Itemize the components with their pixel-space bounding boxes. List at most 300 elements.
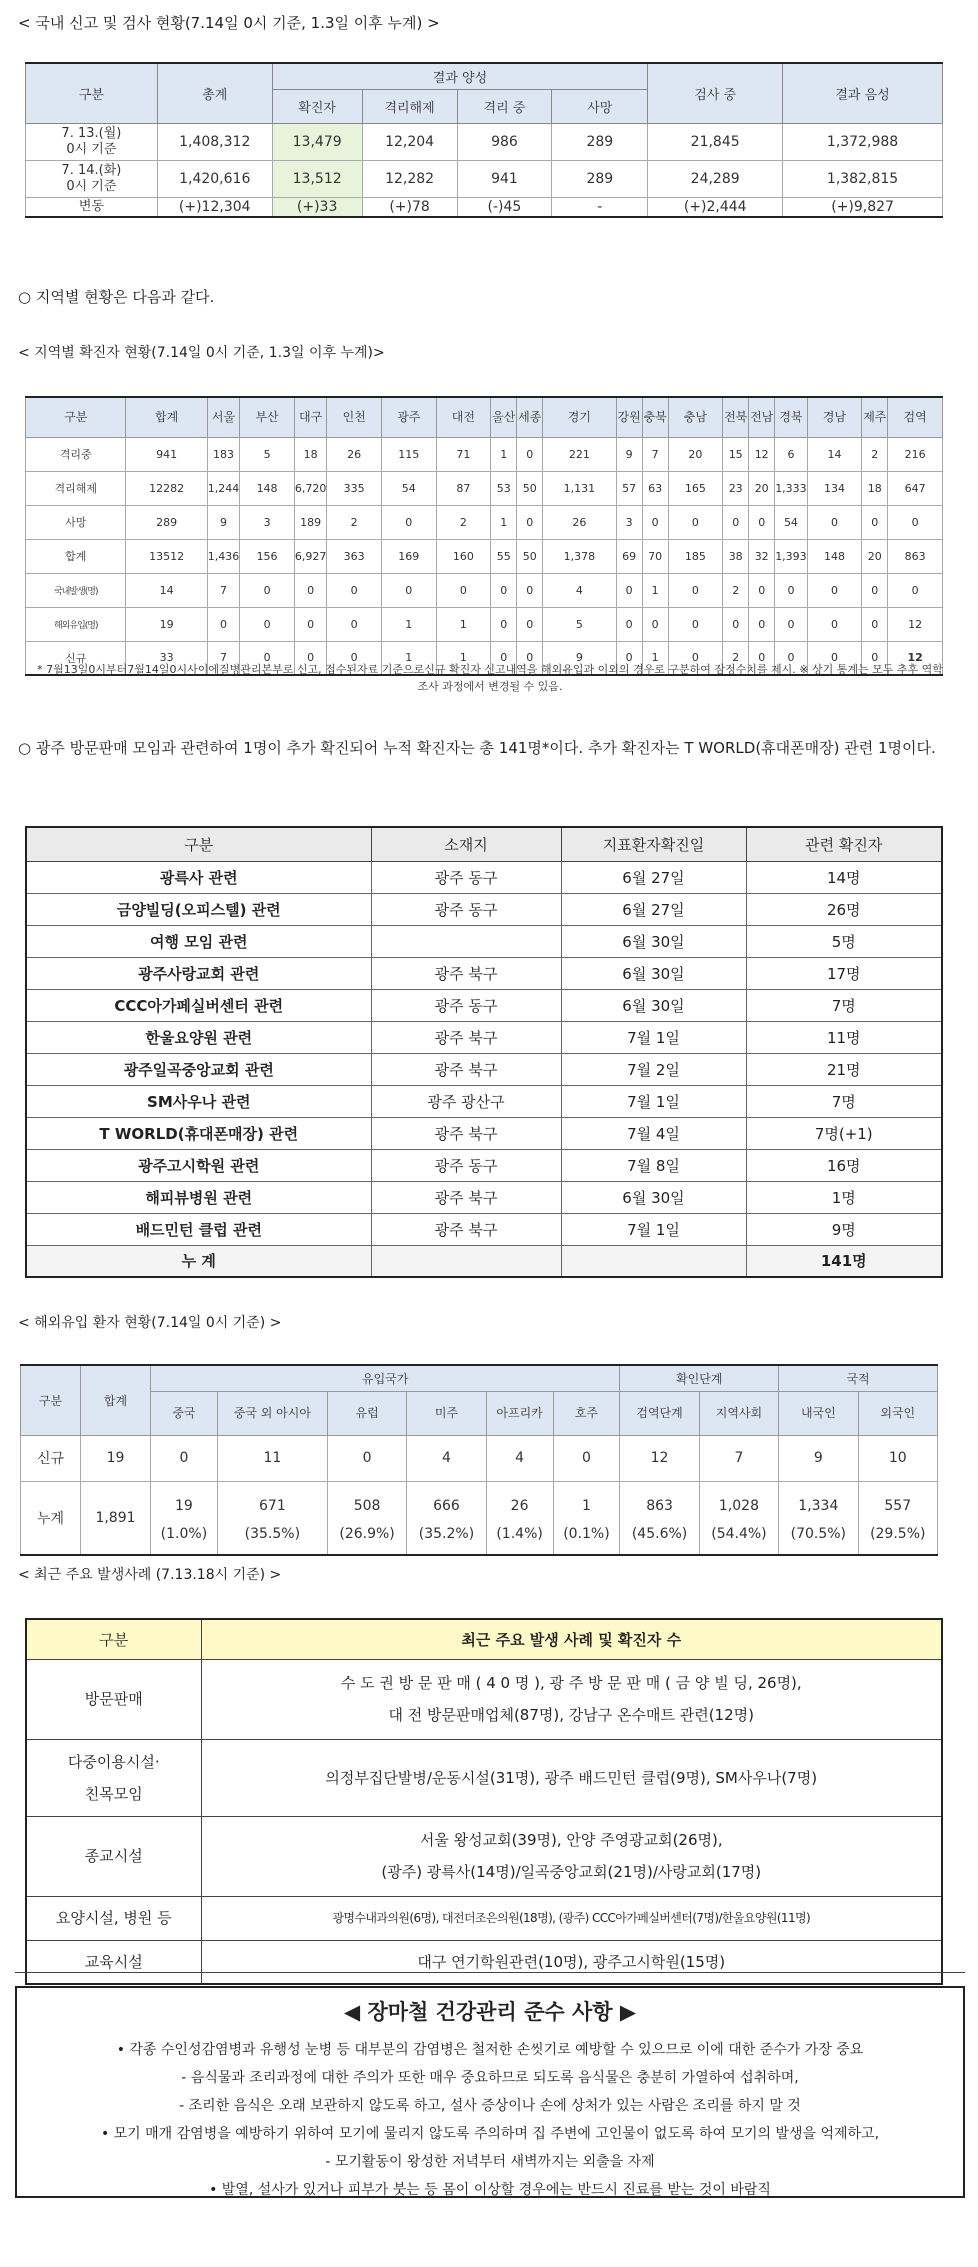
table-cell: 71: [436, 437, 491, 471]
cum-cell: [407, 1481, 486, 1555]
location: 광주 광산구: [371, 1085, 561, 1117]
region-header: 대구: [294, 397, 327, 437]
index-date: 7월 8일: [561, 1149, 746, 1181]
index-date: 7월 1일: [561, 1085, 746, 1117]
region-header: 경남: [807, 397, 862, 437]
table-cell: 148: [807, 539, 862, 573]
cum-value: 666: [433, 1497, 460, 1514]
cell-deaths: -: [552, 197, 648, 217]
table-row: [26, 1816, 942, 1896]
case-detail: [201, 1659, 942, 1739]
subheader: 지역사회: [699, 1391, 778, 1435]
new-value: 11: [217, 1435, 327, 1481]
header-total: 합계: [81, 1365, 151, 1435]
related-cases: 5명: [746, 925, 942, 957]
row-label-time: 0시 기준: [66, 141, 117, 157]
index-date: 6월 30일: [561, 957, 746, 989]
table-cell: 3: [240, 505, 295, 539]
table-cell: 26: [327, 437, 382, 471]
notice-line: • 모기 매개 감염병을 예방하기 위하여 모기에 물리지 않도록 주의하며 집 주변에 고인물이 없도록 하여 모기의 발생을 억제하고,: [100, 2126, 880, 2142]
health-notice-box: [15, 1986, 965, 2198]
index-date: 7월 1일: [561, 1021, 746, 1053]
table-cell: 7: [207, 573, 240, 607]
table-cell: 0: [642, 607, 668, 641]
header-nationality: 국적: [779, 1365, 938, 1391]
index-date: 7월 1일: [561, 1213, 746, 1245]
table-cell: 289: [126, 505, 207, 539]
table-row: [26, 1149, 942, 1181]
case-category: 교육시설: [26, 1940, 201, 1984]
table-cell: 0: [749, 505, 775, 539]
table-cell: 0: [517, 437, 543, 471]
table-cell: 57: [616, 471, 642, 505]
table-cell: 1: [642, 573, 668, 607]
table-cell: 33: [126, 641, 207, 675]
table-cell: 1,333: [775, 471, 808, 505]
table-cell: 14: [807, 437, 862, 471]
new-value: 7: [699, 1435, 778, 1481]
table-cell: 38: [723, 539, 749, 573]
table-cell: 0: [381, 505, 436, 539]
cum-value: 1: [581, 1497, 591, 1514]
table-cell: 0: [749, 641, 775, 675]
cluster-name: 광륵사 관련: [26, 861, 371, 893]
header-category: 구분: [26, 1619, 201, 1659]
new-value: 10: [858, 1435, 937, 1481]
table-cell: 9: [616, 437, 642, 471]
table-cell: 0: [294, 607, 327, 641]
case-category-line: 친목모임: [84, 1784, 143, 1803]
table-cell: 12: [888, 607, 943, 641]
header-isolating: 격리 중: [457, 89, 552, 123]
cell-isolating: 941: [457, 160, 552, 197]
cum-cell: [858, 1481, 937, 1555]
table-row: [26, 471, 943, 505]
table-cell: 0: [207, 607, 240, 641]
table-row: [26, 1940, 942, 1984]
sum-label: 누 계: [26, 1245, 371, 1277]
cum-cell: [553, 1481, 620, 1555]
table-cell: 5: [240, 437, 295, 471]
table-row: [26, 1739, 942, 1816]
notice-line: - 모기활동이 왕성한 저녁부터 새벽까지는 외출을 자제: [325, 2154, 655, 2170]
cum-value: 671: [259, 1497, 286, 1514]
table-cell: 1,244: [207, 471, 240, 505]
cum-value: 508: [353, 1497, 381, 1514]
cell-total: 1,420,616: [157, 160, 272, 197]
table-cell: 221: [543, 437, 616, 471]
table-row: [26, 925, 942, 957]
related-cases: 9명: [746, 1213, 942, 1245]
table-cell: 4: [543, 573, 616, 607]
table-cell: 1: [381, 641, 436, 675]
table-cell: 0: [668, 607, 723, 641]
table-cell: 1: [491, 505, 517, 539]
table-cell: 2: [723, 641, 749, 675]
cell-total: 1,408,312: [157, 123, 272, 160]
table-cell: 0: [517, 607, 543, 641]
table-cell: 0: [381, 573, 436, 607]
table-cell: 0: [642, 505, 668, 539]
index-date: 6월 27일: [561, 893, 746, 925]
cell-confirmed: 13,512: [272, 160, 362, 197]
table-cell: 1,393: [775, 539, 808, 573]
cell-negative: 1,382,815: [783, 160, 943, 197]
cum-percent: (35.2%): [418, 1525, 475, 1542]
header-stage: 확인단계: [620, 1365, 779, 1391]
cell-released: 12,204: [362, 123, 457, 160]
cum-value: 1,028: [718, 1497, 759, 1514]
header-negative: 결과 음성: [783, 63, 943, 123]
table-cell: 69: [616, 539, 642, 573]
table-row: [26, 957, 942, 989]
header-testing: 검사 중: [648, 63, 783, 123]
header-positive: 결과 양성: [272, 63, 648, 89]
region-header: 울산: [491, 397, 517, 437]
new-value: 0: [151, 1435, 218, 1481]
location: [371, 925, 561, 957]
cluster-name: T WORLD(휴대폰매장) 관련: [26, 1117, 371, 1149]
overseas-table: [20, 1364, 938, 1556]
table-cell: 19: [126, 607, 207, 641]
case-category-line: 다중이용시설·: [67, 1752, 160, 1771]
table-cell: 0: [517, 573, 543, 607]
index-date: 6월 27일: [561, 861, 746, 893]
recent-cases-table: [25, 1618, 943, 1985]
subheader: 중국 외 아시아: [217, 1391, 327, 1435]
subheader: 미주: [407, 1391, 486, 1435]
row-label: 국내발생(명): [26, 573, 126, 607]
subheader: 유럽: [327, 1391, 406, 1435]
region-header: 세종: [517, 397, 543, 437]
table-cell: 1: [381, 607, 436, 641]
table-cell: 647: [888, 471, 943, 505]
cell-deaths: 289: [552, 123, 648, 160]
new-value: 0: [553, 1435, 620, 1481]
region-header: 구분: [26, 397, 126, 437]
table-cell: 14: [126, 573, 207, 607]
section2-title: < 지역별 확진자 현황(7.14일 0시 기준, 1.3일 이후 누계)>: [18, 345, 385, 361]
cum-percent: (35.5%): [244, 1525, 301, 1542]
table-cell: 55: [491, 539, 517, 573]
table-cell: 0: [888, 505, 943, 539]
row-label: [26, 160, 158, 197]
row-label: 격리중: [26, 437, 126, 471]
cum-value: 557: [884, 1497, 912, 1514]
cluster-name: 광주사랑교회 관련: [26, 957, 371, 989]
table-cell: 0: [807, 641, 862, 675]
row-label: 변동: [26, 197, 158, 217]
table-cell: 0: [436, 573, 491, 607]
location: 광주 북구: [371, 1213, 561, 1245]
case-detail: [201, 1816, 942, 1896]
row-label-time: 0시 기준: [66, 178, 117, 194]
table-cell: 941: [126, 437, 207, 471]
gwangju-paragraph: ○ 광주 방문판매 모임과 관련하여 1명이 추가 확진되어 누적 확진자는 총 141명*이다. 추가 확진자는 T WORLD(휴대폰매장) 관련 1명이다.: [18, 739, 936, 757]
table-cell: 23: [723, 471, 749, 505]
table-cell: 18: [862, 471, 888, 505]
table-cell: 156: [240, 539, 295, 573]
table-cell: 26: [543, 505, 616, 539]
notice-line: • 발열, 설사가 있거나 피부가 붓는 등 몸이 이상할 경우에는 반드시 진료를 받는 것이 바람직: [209, 2182, 771, 2198]
table-cell: 0: [616, 607, 642, 641]
table-row: [26, 1053, 942, 1085]
related-cases: 11명: [746, 1021, 942, 1053]
table-row: [26, 539, 943, 573]
case-detail: 광명수내과의원(6명), 대전더조은의원(18명), (광주) CCC아가페실버센터(7명)/한울요양원(11명): [201, 1896, 942, 1940]
subheader: 호주: [553, 1391, 620, 1435]
header-related-cases: 관련 확진자: [746, 827, 942, 861]
related-cases: 21명: [746, 1053, 942, 1085]
cluster-name: 여행 모임 관련: [26, 925, 371, 957]
cum-percent: (0.1%): [563, 1525, 610, 1542]
region-header: 강원: [616, 397, 642, 437]
region-header: 경기: [543, 397, 616, 437]
table-cell: 0: [862, 505, 888, 539]
cluster-name: 배드민턴 클럽 관련: [26, 1213, 371, 1245]
row-label: [26, 123, 158, 160]
header-index-date: 지표환자확진일: [561, 827, 746, 861]
new-value: 12: [620, 1435, 699, 1481]
table-cell: 0: [749, 607, 775, 641]
location: 광주 동구: [371, 861, 561, 893]
case-line: 서울 왕성교회(39명), 안양 주영광교회(26명),: [419, 1831, 723, 1849]
region-header: 충남: [668, 397, 723, 437]
region-header: 부산: [240, 397, 295, 437]
header-confirmed: 확진자: [272, 89, 362, 123]
row-label: 사망: [26, 505, 126, 539]
table-cell: 0: [240, 607, 295, 641]
table-cell: 0: [807, 573, 862, 607]
subheader: 아프리카: [486, 1391, 553, 1435]
table-cell: 12282: [126, 471, 207, 505]
case-line: 수 도 권 방 문 판 매 ( 4 0 명 ), 광 주 방 문 판 매 ( 금 양 빌 딩, 26명),: [340, 1674, 802, 1692]
cell-negative: 1,372,988: [783, 123, 943, 160]
related-cases: 7명: [746, 989, 942, 1021]
cell-isolating: (-)45: [457, 197, 552, 217]
table-cell: 32: [749, 539, 775, 573]
table-cell: 54: [381, 471, 436, 505]
header-total: 총계: [157, 63, 272, 123]
case-category: 종교시설: [26, 1816, 201, 1896]
table-cell: 189: [294, 505, 327, 539]
gwangju-cluster-table: [25, 826, 943, 1278]
table-row: [26, 1085, 942, 1117]
region-header: 전남: [749, 397, 775, 437]
cum-total: 1,891: [81, 1481, 151, 1555]
notice-line: - 음식물과 조리과정에 대한 주의가 또한 매우 중요하므로 되도록 음식물은 충분히 가열하여 섭취하며,: [181, 2070, 799, 2086]
related-cases: 1명: [746, 1181, 942, 1213]
related-cases: 26명: [746, 893, 942, 925]
cluster-name: SM사우나 관련: [26, 1085, 371, 1117]
table-cell: 0: [862, 641, 888, 675]
table-cell: 13512: [126, 539, 207, 573]
row-label: 누계: [21, 1481, 81, 1555]
cum-value: 19: [175, 1497, 193, 1514]
new-value: 4: [486, 1435, 553, 1481]
table-cell: 0: [723, 607, 749, 641]
location: 광주 동구: [371, 893, 561, 925]
row-label: 격리해제: [26, 471, 126, 505]
table-cell: 0: [862, 607, 888, 641]
location: 광주 북구: [371, 1181, 561, 1213]
table-row: [26, 1213, 942, 1245]
cluster-name: 한울요양원 관련: [26, 1021, 371, 1053]
related-cases: 14명: [746, 861, 942, 893]
regional-note: * 7월13일0시부터7월14일0시사이에질병관리본부로 신고, 접수된자료 기준으로신규 확진자 신고내역을 해외유입과 이외의 경우로 구분하여 잠정수치를 제시. ※ 상기 통계는 모두 추후 역학조사 과정에서 변경될 수 있음.: [37, 663, 943, 693]
region-header: 합계: [126, 397, 207, 437]
table-cell: 53: [491, 471, 517, 505]
regional-intro: ○ 지역별 현황은 다음과 같다.: [18, 288, 215, 306]
table-row: [26, 1896, 942, 1940]
table-row: [26, 160, 943, 197]
section4-title: < 해외유입 환자 현황(7.14일 0시 기준) >: [18, 1315, 282, 1331]
region-header: 경북: [775, 397, 808, 437]
table-cell: 12: [888, 641, 943, 675]
table-cell: 0: [775, 641, 808, 675]
new-total: 19: [81, 1435, 151, 1481]
table-cell: 1: [436, 607, 491, 641]
row-label-date: 7. 14.(화): [61, 162, 122, 178]
location: 광주 동구: [371, 989, 561, 1021]
subheader: 중국: [151, 1391, 218, 1435]
table-cell: 863: [888, 539, 943, 573]
sum-total: 141명: [746, 1245, 942, 1277]
cum-percent: (1.0%): [160, 1525, 208, 1542]
table-cell: 0: [807, 505, 862, 539]
table-cell: 0: [775, 573, 808, 607]
header-location: 소재지: [371, 827, 561, 861]
table-cell: 134: [807, 471, 862, 505]
region-header: 광주: [381, 397, 436, 437]
table-cell: 0: [327, 607, 382, 641]
table-cell: 0: [668, 505, 723, 539]
new-value: 9: [779, 1435, 858, 1481]
table-row: [26, 989, 942, 1021]
table-cell: 7: [642, 437, 668, 471]
table-cell: 0: [616, 573, 642, 607]
table-cell: 50: [517, 471, 543, 505]
sum-date: [561, 1245, 746, 1277]
location: 광주 북구: [371, 1053, 561, 1085]
table-cell: 335: [327, 471, 382, 505]
table-cell: 0: [775, 607, 808, 641]
cell-confirmed: (+)33: [272, 197, 362, 217]
table-row: [26, 1181, 942, 1213]
related-cases: 7명(+1): [746, 1117, 942, 1149]
table-cell: 0: [327, 573, 382, 607]
cluster-name: CCC아가페실버센터 관련: [26, 989, 371, 1021]
table-row: [26, 573, 943, 607]
cum-value: 26: [510, 1497, 529, 1514]
table-cell: 185: [668, 539, 723, 573]
table-cell: 1,378: [543, 539, 616, 573]
region-header: 서울: [207, 397, 240, 437]
section5-title: < 최근 주요 발생사례 (7.13.18시 기준) >: [18, 1567, 282, 1583]
header-category: 구분: [21, 1365, 81, 1435]
cell-testing: 24,289: [648, 160, 783, 197]
regional-table: [25, 396, 943, 676]
case-detail: 대구 연기학원관련(10명), 광주고시학원(15명): [201, 1940, 942, 1984]
related-cases: 16명: [746, 1149, 942, 1181]
cum-cell: [486, 1481, 553, 1555]
index-date: 7월 4일: [561, 1117, 746, 1149]
location: 광주 북구: [371, 1117, 561, 1149]
notice-divider: [15, 1972, 965, 1973]
table-cell: 0: [668, 641, 723, 675]
section1-title: < 국내 신고 및 검사 현황(7.14일 0시 기준, 1.3일 이후 누계) >: [18, 14, 440, 32]
cum-cell: [327, 1481, 406, 1555]
table-cell: 115: [381, 437, 436, 471]
header-released: 격리해제: [362, 89, 457, 123]
cell-negative: (+)9,827: [783, 197, 943, 217]
table-row: [26, 505, 943, 539]
table-cell: 0: [327, 641, 382, 675]
table-cell: 0: [491, 641, 517, 675]
table-cell: 0: [240, 641, 295, 675]
table-cell: 1: [491, 437, 517, 471]
sum-location: [371, 1245, 561, 1277]
table-cell: 20: [862, 539, 888, 573]
table-cell: 6,720: [294, 471, 327, 505]
cum-cell: [699, 1481, 778, 1555]
table-cell: 148: [240, 471, 295, 505]
table-cell: 183: [207, 437, 240, 471]
table-cell: 54: [775, 505, 808, 539]
cell-confirmed: 13,479: [272, 123, 362, 160]
table-cell: 169: [381, 539, 436, 573]
cum-cell: [217, 1481, 327, 1555]
table-row: [26, 197, 943, 217]
table-cell: 20: [668, 437, 723, 471]
cell-testing: 21,845: [648, 123, 783, 160]
table-cell: 1: [642, 641, 668, 675]
table-cell: 0: [888, 573, 943, 607]
table-cell: 165: [668, 471, 723, 505]
table-cell: 0: [491, 573, 517, 607]
case-category: [26, 1739, 201, 1816]
table-cell: 0: [517, 505, 543, 539]
table-cell: 2: [436, 505, 491, 539]
row-label: 합계: [26, 539, 126, 573]
table-cell: 0: [517, 641, 543, 675]
table-row: [26, 861, 942, 893]
cum-cell: [620, 1481, 699, 1555]
new-value: 4: [407, 1435, 486, 1481]
table-cell: 63: [642, 471, 668, 505]
cum-percent: (29.5%): [870, 1525, 926, 1542]
region-header: 검역: [888, 397, 943, 437]
cum-cell: [779, 1481, 858, 1555]
region-header: 충북: [642, 397, 668, 437]
table-row: [26, 1117, 942, 1149]
table-cell: 70: [642, 539, 668, 573]
table-cell: 2: [327, 505, 382, 539]
table-cell: 0: [723, 505, 749, 539]
table-cell: 7: [207, 641, 240, 675]
table-cell: 1,131: [543, 471, 616, 505]
table-cell: 20: [749, 471, 775, 505]
row-label: 해외유입(명): [26, 607, 126, 641]
table-cell: 0: [616, 641, 642, 675]
new-value: 0: [327, 1435, 406, 1481]
row-label: 신규: [26, 641, 126, 675]
table-cell: 6: [775, 437, 808, 471]
cluster-name: 금양빌딩(오피스텔) 관련: [26, 893, 371, 925]
cum-value: 1,334: [798, 1497, 839, 1514]
table-cell: 0: [749, 573, 775, 607]
table-cell: 15: [723, 437, 749, 471]
